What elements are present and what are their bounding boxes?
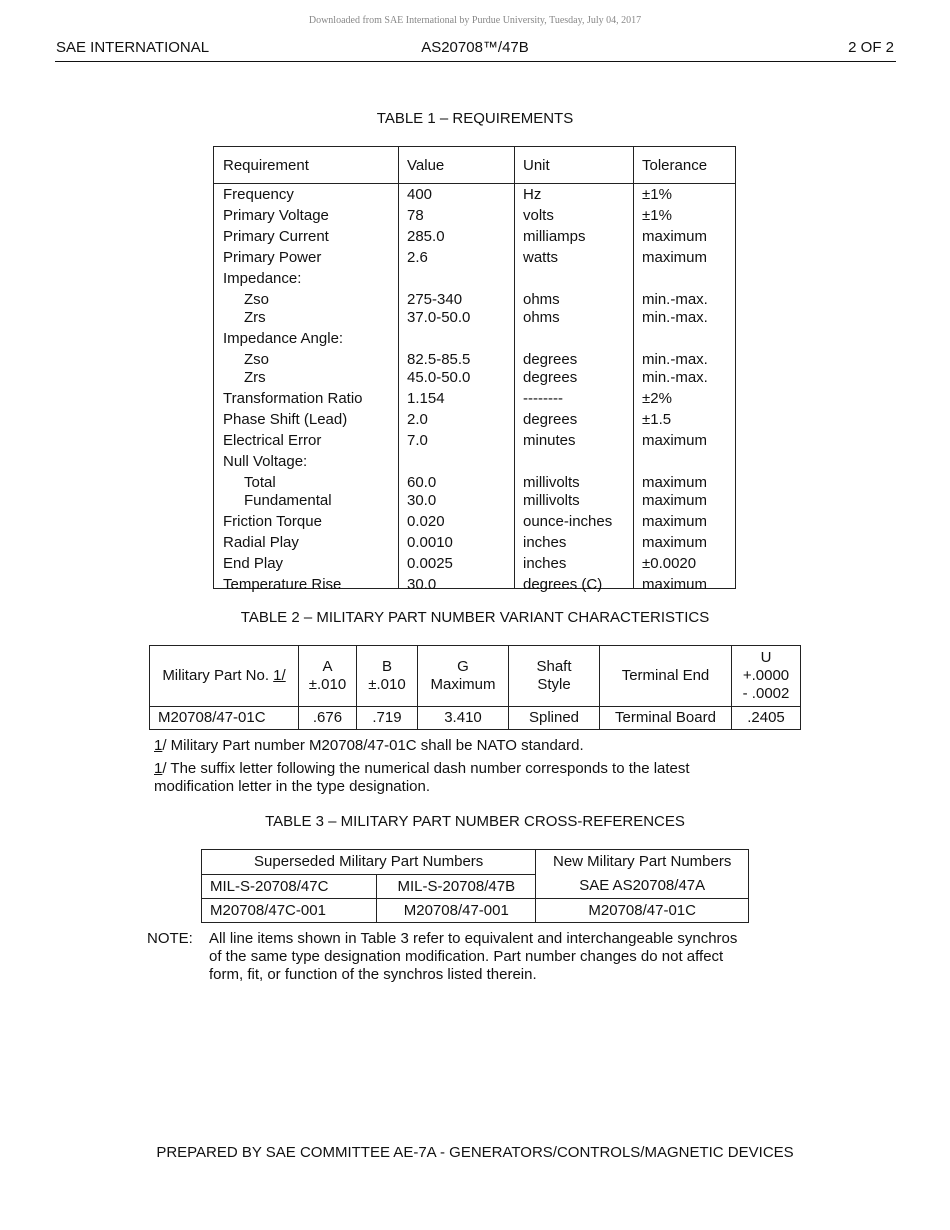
table1-cell-value: 0.0025 — [407, 555, 453, 572]
table1-cell-requirement: End Play — [223, 555, 284, 572]
table3-header-47b: MIL-S-20708/47B — [377, 875, 536, 899]
table1-cell-requirement: Frequency — [223, 186, 294, 203]
table1-cell-value: 37.0-50.0 — [407, 309, 471, 326]
table1-cell-requirement: Impedance: — [223, 270, 302, 287]
table1-cell-tolerance: ±2% — [642, 390, 672, 407]
table-row — [202, 899, 749, 923]
table1-cell-value: 45.0-50.0 — [407, 369, 471, 386]
table1-cell-value: 78 — [407, 207, 424, 224]
table2-header-row — [150, 646, 801, 707]
table2-title: TABLE 2 – MILITARY PART NUMBER VARIANT CHARACTERISTICS — [240, 609, 710, 626]
table1-cell-tolerance: ±1.5 — [642, 411, 672, 428]
table1-cell-tolerance: maximum — [642, 249, 708, 266]
download-notice: Downloaded from SAE International by Purdue University, Tuesday, July 04, 2017 — [308, 15, 642, 26]
header-organization: SAE INTERNATIONAL — [56, 39, 210, 56]
table1-cell-requirement: Temperature Rise — [223, 576, 342, 593]
table1-cell-requirement: Zrs — [244, 369, 266, 386]
table2-header-a: A ±.010 — [299, 646, 357, 707]
table1-cell-requirement: Null Voltage: — [223, 453, 308, 470]
table2-cell-a: .676 — [299, 707, 357, 730]
table1-cell-value: 2.0 — [407, 411, 428, 428]
table1-cell-requirement: Primary Voltage — [223, 207, 329, 224]
table1-cell-tolerance: maximum — [642, 432, 708, 449]
table1-cell-value: 7.0 — [407, 432, 428, 449]
table1-cell-tolerance: ±1% — [642, 207, 672, 224]
table1-cell-value: 275-340 — [407, 291, 463, 308]
table2-footnote-2: 1/ The suffix letter following the numerical dash number corresponds to the latest modification letter in the type designation. — [154, 760, 690, 795]
table1-cell-tolerance: maximum — [642, 513, 708, 530]
table1-cell-requirement: Radial Play — [223, 534, 299, 551]
table1-cell-value: 0.020 — [407, 513, 445, 530]
table1-cell-unit: milliamps — [523, 228, 586, 245]
table1-cell-tolerance: min.-max. — [642, 351, 708, 368]
table1-cell-tolerance: min.-max. — [642, 309, 708, 326]
part-number-variant-table — [149, 645, 801, 730]
table1-cell-requirement: Total — [244, 474, 276, 491]
table-row — [150, 707, 801, 730]
table1-cell-value: 30.0 — [407, 492, 437, 509]
table1-cell-unit: Hz — [523, 186, 542, 203]
table1-col-divider — [633, 147, 634, 588]
table1-cell-tolerance: min.-max. — [642, 369, 708, 386]
table3-header-row — [202, 850, 749, 875]
table1-header-tolerance: Tolerance — [642, 157, 708, 174]
table1-cell-value: 1.154 — [407, 390, 445, 407]
table1-cell-requirement: Phase Shift (Lead) — [223, 411, 348, 428]
table1-cell-tolerance: maximum — [642, 492, 708, 509]
table1-cell-unit: ounce-inches — [523, 513, 613, 530]
table1-cell-value: 82.5-85.5 — [407, 351, 471, 368]
table1-cell-unit: degrees — [523, 369, 578, 386]
table1-cell-value: 60.0 — [407, 474, 437, 491]
table1-col-divider — [514, 147, 515, 588]
table1-cell-requirement: Fundamental — [244, 492, 332, 509]
table1-cell-unit: inches — [523, 555, 567, 572]
table3-cell-47b: M20708/47-001 — [377, 899, 536, 923]
cross-reference-table — [201, 849, 749, 923]
table1-header-unit: Unit — [523, 157, 550, 174]
note-text: All line items shown in Table 3 refer to equivalent and interchangeable synchros of the same type designation modification. Part number changes do not affect form, fit, or function of the synchros listed therein. — [209, 930, 738, 983]
table1-title: TABLE 1 – REQUIREMENTS — [376, 110, 574, 127]
table1-cell-unit: -------- — [523, 390, 563, 407]
header-page-number: 2 OF 2 — [848, 39, 894, 56]
table1-cell-requirement: Impedance Angle: — [223, 330, 344, 347]
table1-cell-requirement: Electrical Error — [223, 432, 322, 449]
table2-header-b: B ±.010 — [357, 646, 418, 707]
table1-cell-unit: inches — [523, 534, 567, 551]
table1-cell-tolerance: maximum — [642, 474, 708, 491]
table1-cell-requirement: Transformation Ratio — [223, 390, 363, 407]
table1-cell-unit: watts — [523, 249, 559, 266]
table2-header-shaft-style: Shaft Style — [509, 646, 600, 707]
note-label: NOTE: — [147, 930, 193, 947]
footnote-ref: 1/ — [273, 667, 286, 684]
table1-cell-tolerance: min.-max. — [642, 291, 708, 308]
table3-header-new: New Military Part Numbers SAE AS20708/47A — [536, 850, 749, 899]
table1-cell-unit: ohms — [523, 309, 560, 326]
table1-header-value: Value — [407, 157, 445, 174]
table1-cell-value: 30.0 — [407, 576, 437, 593]
table1-cell-value: 2.6 — [407, 249, 428, 266]
table1-cell-unit: millivolts — [523, 474, 580, 491]
table1-col-divider — [398, 147, 399, 588]
table2-cell-terminal: Terminal Board — [600, 707, 732, 730]
table1-cell-tolerance: ±1% — [642, 186, 672, 203]
table1-header-requirement: Requirement — [223, 157, 309, 174]
table1-cell-unit: ohms — [523, 291, 560, 308]
table1-cell-value: 0.0010 — [407, 534, 453, 551]
table1-cell-tolerance: maximum — [642, 228, 708, 245]
table1-cell-value: 400 — [407, 186, 433, 203]
table1-cell-requirement: Friction Torque — [223, 513, 322, 530]
table1-cell-unit: degrees — [523, 351, 578, 368]
table1-cell-tolerance: ±0.0020 — [642, 555, 697, 572]
table1-cell-requirement: Primary Current — [223, 228, 329, 245]
table2-cell-shaft: Splined — [509, 707, 600, 730]
table3-title: TABLE 3 – MILITARY PART NUMBER CROSS-REFERENCES — [265, 813, 685, 830]
table2-header-terminal-end: Terminal End — [600, 646, 732, 707]
header-document-number: AS20708™/47B — [421, 39, 529, 56]
table2-cell-part: M20708/47-01C — [150, 707, 299, 730]
table2-header-g: G Maximum — [418, 646, 509, 707]
table3-header-superseded: Superseded Military Part Numbers — [202, 850, 536, 875]
table1-cell-tolerance: maximum — [642, 576, 708, 593]
requirements-table — [213, 146, 736, 593]
header-rule — [55, 61, 896, 62]
table1-cell-requirement: Zso — [244, 351, 270, 368]
table1-cell-requirement: Zso — [244, 291, 270, 308]
table1-cell-unit: volts — [523, 207, 554, 224]
table1-cell-unit: degrees — [523, 411, 578, 428]
table1-cell-unit: degrees (C) — [523, 576, 603, 593]
table3-header-47c: MIL-S-20708/47C — [202, 875, 377, 899]
footer-prepared-by: PREPARED BY SAE COMMITTEE AE-7A - GENERATORS/CONTROLS/MAGNETIC DEVICES — [156, 1144, 794, 1161]
table2-cell-g: 3.410 — [418, 707, 509, 730]
table1-cell-requirement: Zrs — [244, 309, 266, 326]
table2-footnote-1: 1/ Military Part number M20708/47-01C shall be NATO standard. — [154, 737, 584, 754]
table1-header-rule — [214, 183, 735, 184]
table1-cell-tolerance: maximum — [642, 534, 708, 551]
table3-cell-new: M20708/47-01C — [536, 899, 749, 923]
table2-header-u: U +.0000 - .0002 — [732, 646, 801, 707]
table1-cell-unit: millivolts — [523, 492, 580, 509]
table2-header-part-no: Military Part No. 1/ — [150, 646, 299, 707]
table2-cell-u: .2405 — [732, 707, 801, 730]
table1-cell-requirement: Primary Power — [223, 249, 322, 266]
table2-cell-b: .719 — [357, 707, 418, 730]
table1-cell-value: 285.0 — [407, 228, 445, 245]
table1-cell-unit: minutes — [523, 432, 576, 449]
table3-cell-47c: M20708/47C-001 — [202, 899, 377, 923]
